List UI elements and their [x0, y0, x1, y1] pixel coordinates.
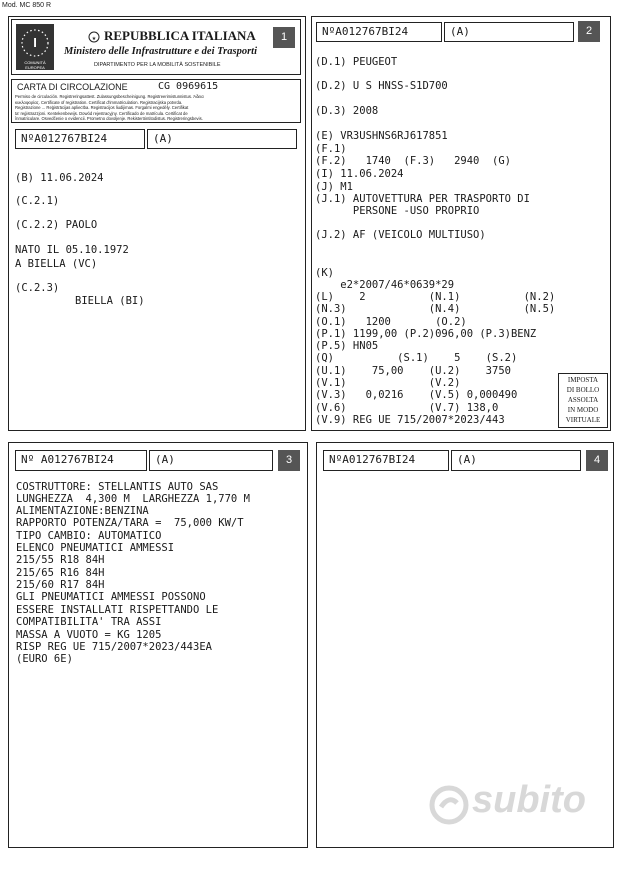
birth-date: NATO IL 05.10.1972	[15, 244, 129, 256]
republic-title: REPUBBLICA ITALIANA	[104, 28, 256, 43]
doc-number: A012767BI24	[335, 25, 409, 38]
carta-title: CARTA DI CIRCOLAZIONE	[17, 82, 128, 92]
doc-letter: (A)	[155, 453, 175, 466]
ministry-name: Ministero delle Infrastrutture e dei Trasporti	[64, 46, 258, 57]
emblem-text: COMUNITÀ EUROPEA	[24, 60, 46, 70]
page-4-panel	[316, 442, 614, 848]
field-p1-p3: (P.1) 1199,00 (P.2)096,00 (P.3)BENZ	[315, 328, 537, 340]
stamp-line-1: IMPOSTA	[567, 376, 599, 384]
doc-number: A012767BI24	[34, 132, 108, 145]
dimensions: LUNGHEZZA 4,300 M LARGHEZZA 1,770 M	[16, 493, 250, 505]
doc-number-box-1	[15, 129, 145, 149]
stamp-line-3: ASSOLTA	[567, 396, 599, 404]
doc-number: A012767BI24	[40, 453, 114, 466]
field-v9: (V.9) REG UE 715/2007*2023/443	[315, 414, 505, 426]
field-k-approval: e2*2007/46*0639*29	[315, 279, 455, 291]
field-j1: (J.1) AUTOVETTURA PER TRASPORTO DI	[315, 193, 530, 205]
eu-emblem	[16, 24, 54, 70]
field-v6-v7: (V.6) (V.7) 138,0	[315, 402, 499, 414]
gearbox-type: TIPO CAMBIO: AUTOMATICO	[16, 530, 162, 542]
doc-letter-box-4	[451, 450, 581, 471]
tyres-title: ELENCO PNEUMATICI AMMESSI	[16, 542, 175, 554]
field-i: (I) 11.06.2024	[315, 168, 404, 180]
page-3-panel	[8, 442, 308, 848]
tyre-2: 215/65 R16 84H	[16, 567, 105, 579]
doc-number-box-2	[316, 22, 442, 42]
field-f1: (F.1)	[315, 143, 347, 155]
field-p5: (P.5) HN05	[315, 340, 379, 352]
carta-multilang-4: ta' reġistrazzjoni. Kentekenbewijs. Dowód rejestracyjny. Certificado de matrícula. Certificat de	[15, 110, 188, 116]
field-q-s: (Q) (S.1) 5 (S.2)	[315, 352, 518, 364]
field-c23: (C.2.3)	[15, 282, 60, 294]
page-1-panel	[8, 16, 306, 431]
stamp-line-4: IN MODO	[567, 406, 599, 414]
subito-logo-icon	[429, 785, 469, 829]
page-number-2: 2	[578, 21, 600, 42]
doc-letter: (A)	[457, 453, 477, 466]
stamp-box	[558, 373, 608, 428]
doc-letter-box-2	[444, 22, 574, 42]
field-j2: (J.2) AF (VEICOLO MULTIUSO)	[315, 229, 486, 241]
field-n3-n5: (N.3) (N.4) (N.5)	[315, 303, 556, 315]
carta-multilang-1: Permiso de circulación. Registreringsattest. Zulassungsbescheinigung. Registreerimistunnistus. Άδεια	[15, 94, 204, 99]
ministry-header	[11, 19, 301, 75]
field-d2: (D.2) U S HNSS-S1D700	[315, 80, 448, 92]
doc-code: Mod. MC 850 R	[2, 2, 52, 9]
field-c22-name: (C.2.2) PAOLO	[15, 219, 98, 231]
field-j1-cont: PERSONE -USO PROPRIO	[315, 205, 480, 217]
power-ratio: RAPPORTO POTENZA/TARA = 75,000 KW/T	[16, 517, 244, 529]
emblem-letter: I	[33, 35, 37, 50]
field-k: (K)	[315, 267, 334, 279]
tyre-1: 215/55 R18 84H	[16, 554, 105, 566]
manufacturer: COSTRUTTORE: STELLANTIS AUTO SAS	[16, 481, 219, 493]
emission-regulation: RISP REG UE 715/2007*2023/443EA	[16, 641, 212, 653]
svg-text:★: ★	[91, 34, 97, 42]
page-number-3: 3	[278, 450, 300, 471]
empty-mass: MASSA A VUOTO = KG 1205	[16, 629, 162, 641]
field-d3: (D.3) 2008	[315, 105, 379, 117]
carta-multilang-3: Registrazione ... Reģistrācijas apliecība. Registracijos liudijimas. Forgalmi engedély. Certifikat	[15, 105, 189, 110]
doc-letter-box-3	[149, 450, 273, 471]
doc-number: A012767BI24	[342, 453, 416, 466]
field-e-vin: (E) VR3USHNS6RJ617851	[315, 130, 448, 142]
department-name: DIPARTIMENTO PER LA MOBILITÀ SOSTENIBILE	[94, 62, 221, 68]
doc-number-box-3	[15, 450, 147, 471]
stamp-line-5: VIRTUALE	[565, 416, 601, 424]
doc-number-prefix: Nº	[329, 453, 343, 466]
carta-multilang-5: înmatriculare. Osvedčenie o evidencii. Prometno dovoljenje. Rekisteröintitodistus. Registreringsbevis.	[15, 116, 203, 121]
birth-place: A BIELLA (VC)	[15, 258, 98, 270]
field-o: (O.1) 1200 (O.2)	[315, 316, 467, 328]
field-j: (J) M1	[315, 181, 353, 193]
page-number-1: 1	[273, 27, 295, 48]
stamp-line-2: DI BOLLO	[566, 386, 600, 394]
field-l-n: (L) 2 (N.1) (N.2)	[315, 291, 556, 303]
carta-box	[11, 79, 301, 123]
page-2-panel	[311, 16, 611, 431]
field-f2-f3-g: (F.2) 1740 (F.3) 2940 (G)	[315, 155, 511, 167]
subito-watermark: subito	[472, 779, 586, 821]
doc-number-prefix: Nº	[322, 25, 336, 38]
carta-number: CG 0969615	[158, 81, 219, 92]
republic-star-icon	[88, 28, 100, 47]
tyre-note-1: GLI PNEUMATICI AMMESSI POSSONO	[16, 591, 206, 603]
fuel-type: ALIMENTAZIONE:BENZINA	[16, 505, 149, 517]
doc-number-box-4	[323, 450, 449, 471]
tyre-note-3: COMPATIBILITA' TRA ASSI	[16, 616, 162, 628]
carta-multilang-2: κυκλοφορίας. Certificate of registration. Certificat d'immatriculation. Registracijska potvrda.	[15, 99, 183, 105]
doc-number-prefix: Nº	[21, 453, 35, 466]
field-d1: (D.1) PEUGEOT	[315, 56, 398, 68]
euro-class: (EURO 6E)	[16, 653, 73, 665]
field-u: (U.1) 75,00 (U.2) 3750	[315, 365, 511, 377]
residence-city: BIELLA (BI)	[75, 295, 145, 307]
doc-letter: (A)	[153, 132, 173, 145]
doc-letter-box-1	[147, 129, 297, 149]
field-c21: (C.2.1)	[15, 195, 60, 207]
tyre-note-2: ESSERE INSTALLATI RISPETTANDO LE	[16, 604, 219, 616]
field-v3-v5: (V.3) 0,0216 (V.5) 0,000490	[315, 389, 518, 401]
field-b-date: (B) 11.06.2024	[15, 172, 104, 184]
field-v1-v2: (V.1) (V.2)	[315, 377, 461, 389]
doc-letter: (A)	[450, 25, 470, 38]
doc-number-prefix: Nº	[21, 132, 35, 145]
page-number-4: 4	[586, 450, 608, 471]
tyre-3: 215/60 R17 84H	[16, 579, 105, 591]
